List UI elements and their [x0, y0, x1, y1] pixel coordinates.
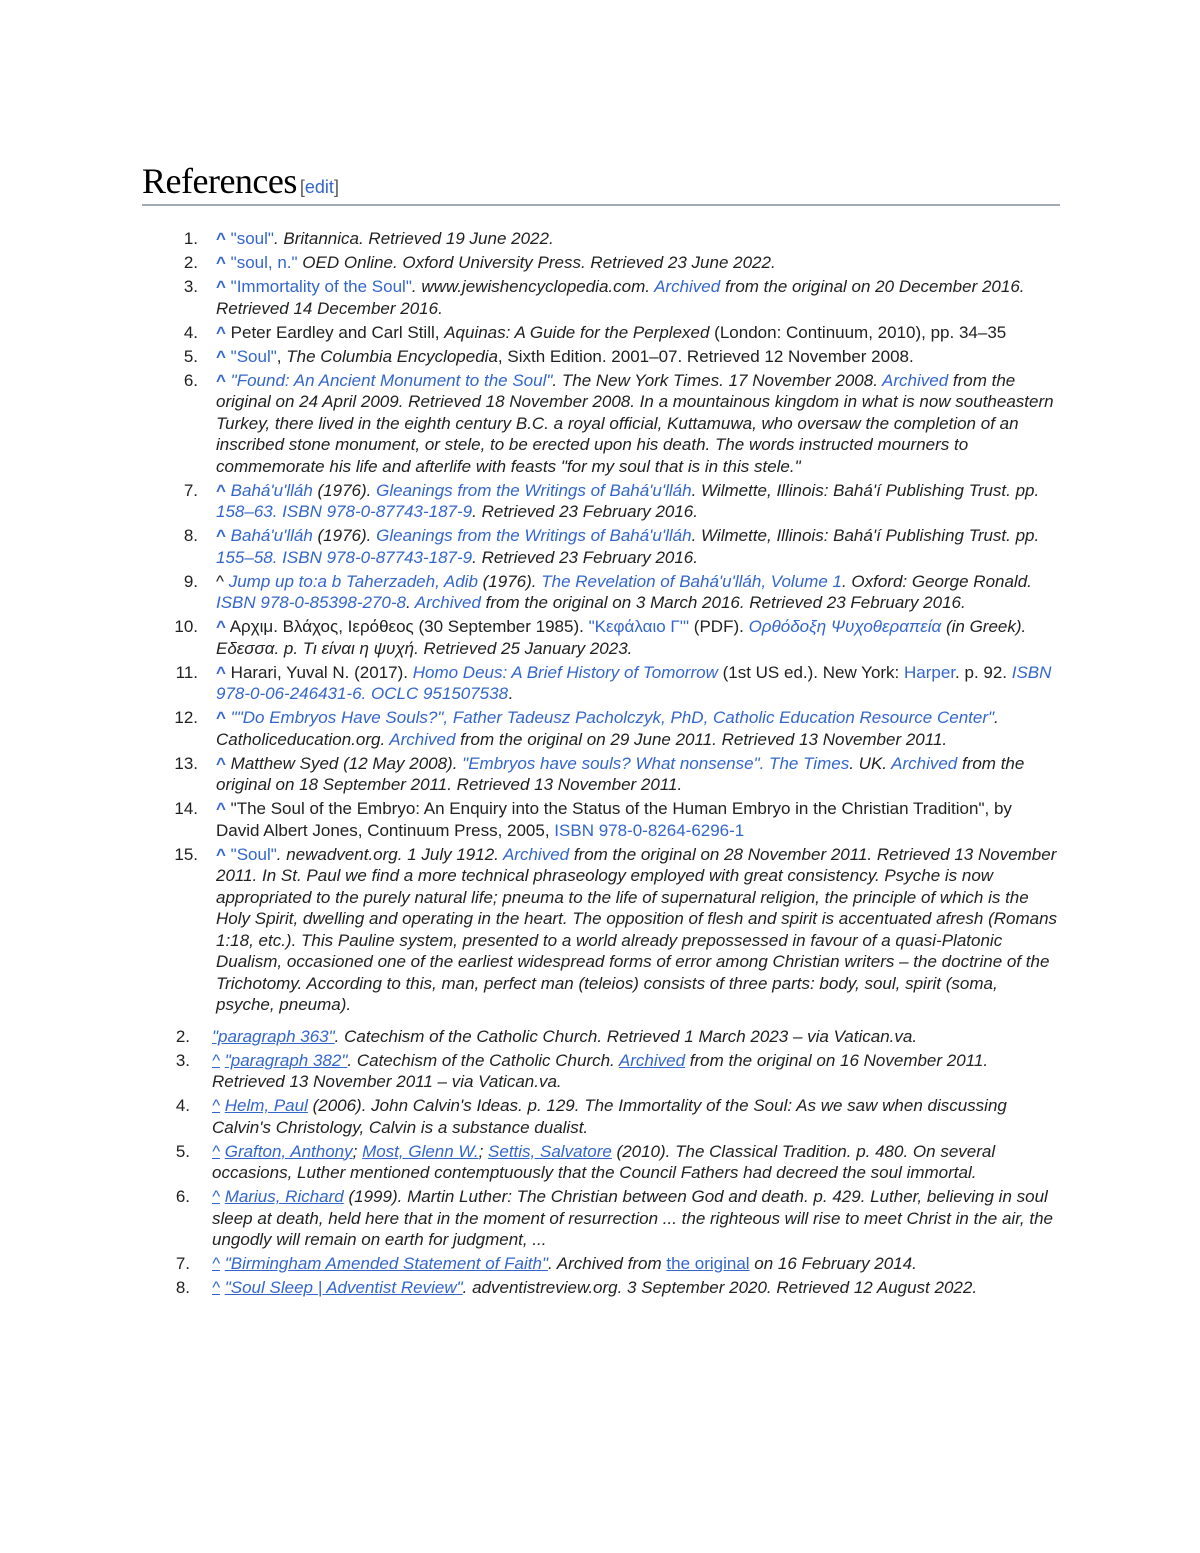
reference-item: 3. ^ "Immortality of the Soul". www.jewishencyclopedia.com. Archived from the original on 20 December 2016. Retrieved 14 December 2016.	[183, 277, 1025, 318]
isbn-link[interactable]: 155–58. ISBN 978-0-87743-187-9	[216, 547, 473, 567]
reference-item: 7. ^ "Birmingham Amended Statement of Faith". Archived from the original on 16 February 2014.	[175, 1254, 917, 1273]
reference-link[interactable]: "Soul"	[230, 346, 277, 366]
reference-link[interactable]: "Found: An Ancient Monument to the Soul"	[230, 370, 553, 390]
reference-link[interactable]: "soul"	[230, 229, 274, 248]
back-link[interactable]: ^	[216, 526, 226, 545]
author-link[interactable]: Helm, Paul	[224, 1096, 308, 1115]
reference-item: 8. ^ Bahá'u'lláh (1976). Gleanings from the Writings of Bahá'u'lláh. Wilmette, Illinois: Bahá'í Publishing Trust. pp. 155–58. ISBN 978-0-87743-187-9. Retrieved 23 February 2016.	[183, 526, 1040, 567]
back-link[interactable]: ^	[216, 708, 226, 727]
author-link[interactable]: Jump up to:a b Taherzadeh, Adib	[228, 571, 478, 591]
author-link[interactable]: Settis, Salvatore	[488, 1141, 612, 1161]
isbn-link[interactable]: ISBN 978-0-06-246431-6. OCLC 951507538	[216, 662, 1052, 703]
back-link[interactable]: ^	[216, 753, 226, 773]
reference-item: 15. ^ "Soul". newadvent.org. 1 July 1912. Archived from the original on 28 November 2011. Retrieved 13 November 2011. In St. Paul we find a more technical phraseology employed with great consistency. Psyche is now appropriated to the purely natural life; pneuma to the life of supernatural religion, the principle of which is the Holy Spirit, dwelling and operating in the heart. The opposition of flesh and spirit is accentuated afresh (Romans 1:18, etc.). This Pauline system, presented to a world already prepossessed in favour of a quasi-Platonic Dualism, occasioned one of the earliest widespread forms of error among Christian writers – the doctrine of the Trichotomy. According to this, man, perfect man (teleios) consists of three parts: body, soul, spirit (soma, psyche, pneuma).	[174, 844, 1058, 1014]
back-link[interactable]: ^	[216, 799, 226, 818]
reference-list	[142, 228, 1060, 1016]
back-link[interactable]: ^	[216, 229, 226, 248]
back-link[interactable]: ^	[212, 1278, 220, 1297]
author-link[interactable]: Most, Glenn W.	[362, 1141, 479, 1161]
author-link[interactable]: Marius, Richard	[224, 1187, 344, 1206]
back-link[interactable]: ^	[216, 370, 226, 390]
reference-item: 6. ^ Marius, Richard (1999). Martin Luther: The Christian between God and death. p. 429. Luther, believing in soul sleep at death, held here that in the moment of resurrection ... the righteous will rise to meet Christ in the air, the ungodly will remain on earth for judgment, ...	[175, 1187, 1053, 1249]
isbn-link[interactable]: ISBN 978-0-8264-6296-1	[554, 820, 745, 840]
reference-link[interactable]: "paragraph 363"	[212, 1026, 335, 1046]
author-link[interactable]: Bahá'u'lláh	[230, 480, 313, 500]
reference-item: 4. ^ Helm, Paul (2006). John Calvin's Ideas. p. 129. The Immortality of the Soul: As we saw when discussing Calvin's Christology, Calvin is a substance dualist.	[175, 1096, 1007, 1137]
reference-item: 8. ^ "Soul Sleep | Adventist Review". adventistreview.org. 3 September 2020. Retrieved 12 August 2022.	[175, 1278, 978, 1297]
reference-item: 11. ^ Harari, Yuval N. (2017). Homo Deus: A Brief History of Tomorrow (1st US ed.). New York: Harper. p. 92. ISBN 978-0-06-246431-6. OCLC 951507538.	[175, 662, 1052, 703]
archived-link[interactable]: Archived	[618, 1050, 686, 1070]
back-link[interactable]: ^	[216, 253, 226, 272]
references-section	[142, 160, 1060, 1301]
archived-link[interactable]: Archived	[891, 753, 958, 773]
reference-list-continued	[142, 1026, 1060, 1299]
reference-link[interactable]: ""Do Embryos Have Souls?", Father Tadeusz Pacholczyk, PhD, Catholic Education Resource Center"	[230, 708, 995, 727]
back-link[interactable]: ^	[216, 844, 226, 864]
reference-link[interactable]: "Soul"	[230, 844, 277, 864]
back-link[interactable]: ^	[216, 346, 226, 366]
author-link[interactable]: Grafton, Anthony	[224, 1141, 353, 1161]
section-heading	[142, 160, 1060, 206]
edit-link-wrapper: [edit]	[299, 177, 339, 197]
reference-item: 2. ^ "soul, n." OED Online. Oxford University Press. Retrieved 23 June 2022.	[183, 253, 776, 272]
reference-item: 14. ^ "The Soul of the Embryo: An Enquiry into the Status of the Human Embryo in the Christian Tradition", by David Albert Jones, Continuum Press, 2005, ISBN 978-0-8264-6296-1	[174, 799, 1012, 840]
back-link[interactable]: ^	[216, 322, 226, 342]
reference-link[interactable]: "Birmingham Amended Statement of Faith"	[224, 1254, 548, 1273]
reference-item: 9. ^ Jump up to:a b Taherzadeh, Adib (1976). The Revelation of Bahá'u'lláh, Volume 1. Oxford: George Ronald. ISBN 978-0-85398-270-8. Archived from the original on 3 March 2016. Retrieved 23 February 2016.	[183, 571, 1032, 612]
author-link[interactable]: Bahá'u'lláh	[230, 526, 313, 545]
back-link[interactable]: ^	[212, 1141, 220, 1161]
back-link[interactable]: ^	[216, 277, 226, 296]
back-link[interactable]: ^	[212, 1187, 220, 1206]
reference-item: 10. ^ Αρχιμ. Βλάχος, Ιερόθεος (30 September 1985). "Κεφάλαιο Γ'" (PDF). Ορθόδοξη Ψυχοθεραπεία (in Greek). Εδεσσα. p. Τι είναι η ψυχή. Retrieved 25 January 2023.	[174, 617, 1027, 658]
reference-item: 5. ^ "Soul", The Columbia Encyclopedia, Sixth Edition. 2001–07. Retrieved 12 November 2008.	[183, 346, 914, 366]
reference-link[interactable]: "Embryos have souls? What nonsense". The Times	[462, 753, 850, 773]
reference-link[interactable]: "paragraph 382"	[224, 1050, 348, 1070]
back-link[interactable]: ^	[216, 480, 226, 500]
reference-link[interactable]: "Immortality of the Soul"	[230, 277, 412, 296]
back-link[interactable]: ^	[212, 1050, 220, 1070]
back-link[interactable]: ^	[216, 617, 226, 636]
reference-link[interactable]: "Soul Sleep | Adventist Review"	[224, 1278, 463, 1297]
reference-item: 13. ^ Matthew Syed (12 May 2008). "Embryos have souls? What nonsense". The Times. UK. Archived from the original on 18 September 2011. Retrieved 13 November 2011.	[174, 753, 1025, 794]
back-link[interactable]: ^	[212, 1254, 220, 1273]
book-link[interactable]: Homo Deus: A Brief History of Tomorrow	[412, 662, 718, 682]
isbn-link[interactable]: 158–63. ISBN 978-0-87743-187-9	[216, 502, 473, 521]
archived-link[interactable]: Archived	[502, 844, 570, 864]
back-link[interactable]: ^	[216, 571, 224, 591]
book-link[interactable]: The Revelation of Bahá'u'lláh, Volume 1	[541, 571, 842, 591]
publisher-link[interactable]: Harper	[904, 662, 956, 682]
archived-link[interactable]: Archived	[654, 277, 721, 296]
reference-item: 6. ^ "Found: An Ancient Monument to the Soul". The New York Times. 17 November 2008. Archived from the original on 24 April 2009. Retrieved 18 November 2008. In a mountainous kingdom in what is now southeastern Turkey, there lived in the eighth century B.C. a royal official, Kuttamuwa, who oversaw the completion of an inscribed stone monument, or stele, to be erected upon his death. The words instructed mourners to commemorate his life and afterlife with feasts "for my soul that is in this stele."	[183, 370, 1054, 476]
reference-link[interactable]: "soul, n."	[230, 253, 298, 272]
reference-link[interactable]: "Κεφάλαιο Γ'"	[588, 617, 690, 636]
original-link[interactable]: the original	[666, 1254, 750, 1273]
edit-link[interactable]: edit	[304, 177, 334, 197]
reference-item: 3. ^ "paragraph 382". Catechism of the Catholic Church. Archived from the original on 16 November 2011. Retrieved 13 November 2011 – via Vatican.va.	[175, 1050, 989, 1091]
archived-link[interactable]: Archived	[389, 729, 456, 749]
reference-item: 5. ^ Grafton, Anthony; Most, Glenn W.; Settis, Salvatore (2010). The Classical Tradition. p. 480. On several occasions, Luther mentioned contemptuously that the Council Fathers had decreed the soul immortal.	[175, 1141, 996, 1182]
back-link[interactable]: ^	[212, 1096, 220, 1115]
book-link[interactable]: Ορθόδοξη Ψυχοθεραπεία	[748, 617, 942, 636]
reference-item: 4. ^ Peter Eardley and Carl Still, Aquinas: A Guide for the Perplexed (London: Continuum, 2010), pp. 34–35	[183, 322, 1007, 342]
archived-link[interactable]: Archived	[414, 593, 481, 612]
archived-link[interactable]: Archived	[882, 370, 949, 390]
back-link[interactable]: ^	[216, 662, 226, 682]
reference-item: 1. ^ "soul". Britannica. Retrieved 19 June 2022.	[183, 229, 554, 248]
book-link[interactable]: Gleanings from the Writings of Bahá'u'lláh	[376, 480, 692, 500]
book-link[interactable]: Gleanings from the Writings of Bahá'u'lláh	[376, 526, 692, 545]
reference-item: 2. "paragraph 363". Catechism of the Catholic Church. Retrieved 1 March 2023 – via Vatican.va.	[175, 1026, 918, 1046]
isbn-link[interactable]: ISBN 978-0-85398-270-8	[216, 593, 406, 612]
page-title: References	[142, 161, 297, 201]
reference-item: 12. ^ ""Do Embryos Have Souls?", Father Tadeusz Pacholczyk, PhD, Catholic Education Resource Center". Catholiceducation.org. Archived from the original on 29 June 2011. Retrieved 13 November 2011.	[174, 708, 999, 749]
reference-item: 7. ^ Bahá'u'lláh (1976). Gleanings from the Writings of Bahá'u'lláh. Wilmette, Illinois: Bahá'í Publishing Trust. pp. 158–63. ISBN 978-0-87743-187-9. Retrieved 23 February 2016.	[183, 480, 1040, 521]
